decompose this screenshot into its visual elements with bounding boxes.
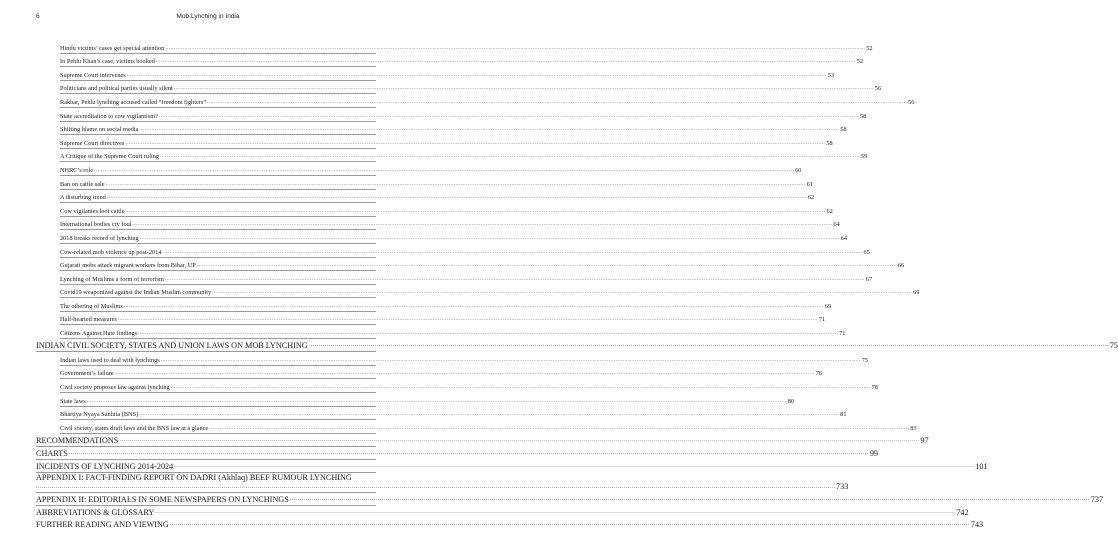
toc-entry-page: 75 — [1109, 341, 1118, 351]
dot-leader: ................................................................................................................................................................................................................................................................................................................................................................................................................ — [209, 425, 910, 431]
toc-entry-title: CHARTS — [36, 449, 68, 459]
toc-entry-page: 62 — [807, 194, 815, 202]
page-header — [0, 13, 416, 25]
toc-entry-page: 80 — [787, 397, 795, 405]
dot-leader: ................................................................................................................................................................................................................................................................................................................................................................................................................ — [160, 154, 860, 160]
toc-entry-title: Indian laws used to deal with lynchings — [60, 356, 160, 364]
dot-leader: ................................................................................................................................................................................................................................................................................................................................................................................................................ — [207, 99, 908, 105]
toc-entry[interactable] — [36, 434, 929, 447]
toc-entry-title: INCIDENTS OF LYNCHING 2014-2024 — [36, 462, 174, 472]
toc-entry-title: The othering of Muslims — [60, 302, 123, 310]
dot-leader: ................................................................................................................................................................................................................................................................................................................................................................................................................ — [139, 235, 840, 241]
toc-entry[interactable] — [36, 473, 849, 492]
toc-entry-page: 66 — [897, 262, 905, 270]
toc-entry-page: 83 — [910, 424, 917, 432]
toc-entry-page: 71 — [818, 316, 826, 324]
toc-entry-title: Civil society proposes law against lynching — [60, 384, 170, 392]
toc-entry-title: Cow-related mob violence up post-2014 — [60, 248, 162, 256]
toc-entry-page: 58 — [826, 139, 833, 147]
toc-entry[interactable] — [60, 352, 868, 366]
toc-entry-title: ABBREVIATIONS & GLOSSARY — [36, 507, 155, 517]
dot-leader: ................................................................................................................................................................................................................................................................................................................................................................................................................ — [174, 463, 975, 470]
dot-leader: ................................................................................................................................................................................................................................................................................................................................................................................................................ — [164, 276, 865, 282]
toc-entry-page: 97 — [920, 436, 929, 445]
toc-entry-title: A Critique of the Supreme Court ruling — [60, 153, 159, 161]
dot-leader: ................................................................................................................................................................................................................................................................................................................................................................................................................ — [117, 317, 818, 323]
toc-entry-title: Rakbar, Pehlu lynching accused called “freedom fighters” — [60, 98, 207, 106]
dot-leader: ................................................................................................................................................................................................................................................................................................................................................................................................................ — [123, 303, 824, 309]
toc-entry[interactable] — [36, 518, 984, 530]
dot-leader: ................................................................................................................................................................................................................................................................................................................................................................................................................ — [160, 357, 861, 363]
toc-entry[interactable] — [36, 339, 1118, 352]
dot-leader: ................................................................................................................................................................................................................................................................................................................................................................................................................ — [212, 290, 913, 296]
toc-entry-title: APPENDIX II: EDITORIALS IN SOME NEWSPAPERS ON LYNCHINGS — [36, 494, 289, 504]
toc-entry-title: State laws — [60, 397, 86, 405]
toc-entry[interactable] — [60, 325, 846, 339]
dot-leader: ................................................................................................................................................................................................................................................................................................................................................................................................................ — [138, 331, 839, 337]
dot-leader: ................................................................................................................................................................................................................................................................................................................................................................................................................ — [125, 140, 826, 146]
dot-leader: ................................................................................................................................................................................................................................................................................................................................................................................................................ — [155, 59, 856, 65]
dot-leader: ................................................................................................................................................................................................................................................................................................................................................................................................................ — [119, 437, 920, 443]
toc-entry[interactable] — [60, 81, 882, 95]
toc-entry[interactable] — [60, 298, 832, 312]
toc-entry[interactable] — [60, 420, 917, 434]
toc-entry-title: International bodies cry foul — [60, 221, 132, 229]
toc-entry-page: 64 — [840, 234, 847, 242]
toc-entry-page: 99 — [869, 449, 878, 459]
toc-entry[interactable] — [36, 506, 969, 518]
toc-entry[interactable] — [60, 40, 873, 54]
toc-entry-title: Lynching of Muslims a form of terrorism — [60, 275, 164, 283]
toc-entry-title: 2018 breaks record of lynching — [60, 234, 139, 242]
toc-entry-page: 53 — [827, 71, 835, 79]
toc-entry-page: 56 — [908, 98, 915, 106]
toc-entry-page: 69 — [913, 289, 920, 297]
toc-entry-title: Supreme Court directives — [60, 139, 125, 147]
toc-entry[interactable] — [36, 447, 878, 460]
toc-entry-page: 67 — [865, 275, 873, 283]
toc-entry-page: 52 — [866, 44, 873, 52]
dot-leader: ................................................................................................................................................................................................................................................................................................................................................................................................................ — [105, 181, 806, 187]
toc-entry-page: 75 — [861, 356, 868, 364]
dot-leader: ................................................................................................................................................................................................................................................................................................................................................................................................................ — [308, 342, 1109, 349]
toc-entry[interactable] — [60, 203, 833, 217]
toc-entry-page: 58 — [840, 126, 847, 134]
toc-entry-title: NHRC’s role — [60, 166, 94, 174]
toc-entry[interactable] — [60, 271, 873, 285]
toc-entry[interactable] — [60, 135, 833, 149]
toc-entry[interactable] — [36, 493, 1104, 506]
toc-entry-page: 58 — [859, 112, 867, 120]
toc-entry-title: FURTHER READING AND VIEWING — [36, 520, 169, 530]
toc-entry-title: A disturbing trend — [60, 194, 106, 202]
toc-entry[interactable] — [60, 94, 915, 108]
toc-entry-title: Cow vigilantes loot cattle — [60, 207, 125, 215]
toc-entry[interactable] — [60, 244, 870, 258]
dot-leader: ................................................................................................................................................................................................................................................................................................................................................................................................................ — [169, 521, 970, 528]
toc-entry[interactable] — [60, 366, 822, 380]
toc-entry-page: 101 — [975, 462, 988, 472]
toc-entry-page: 59 — [861, 153, 868, 161]
dot-leader: ................................................................................................................................................................................................................................................................................................................................................................................................................ — [86, 398, 787, 404]
toc-entry[interactable] — [60, 379, 878, 393]
toc-entry[interactable] — [60, 108, 867, 122]
toc-entry[interactable] — [60, 230, 847, 244]
toc-entry-title: RECOMMENDATIONS — [36, 436, 119, 445]
page-number: 6 — [36, 13, 40, 20]
toc-entry[interactable] — [60, 149, 868, 163]
toc-entry-page: 69 — [824, 302, 832, 310]
toc-entry[interactable] — [60, 54, 864, 68]
toc-entry[interactable] — [60, 285, 920, 299]
toc-entry[interactable] — [60, 407, 847, 421]
dot-leader: ................................................................................................................................................................................................................................................................................................................................................................................................................ — [68, 450, 869, 457]
dot-leader: ................................................................................................................................................................................................................................................................................................................................................................................................................ — [155, 508, 956, 515]
toc-entry[interactable] — [60, 162, 802, 176]
toc-entry-title: Citizens Against Hate findings — [60, 330, 138, 338]
toc-entry-page: 742 — [956, 507, 969, 517]
toc-entry-page: 737 — [1090, 494, 1104, 504]
dot-leader: ................................................................................................................................................................................................................................................................................................................................................................................................................ — [196, 263, 897, 269]
dot-leader: ................................................................................................................................................................................................................................................................................................................................................................................................................ — [173, 86, 874, 92]
toc-entry-title: Supreme Court intervenes — [60, 71, 126, 79]
dot-leader: ................................................................................................................................................................................................................................................................................................................................................................................................................ — [289, 495, 1090, 502]
dot-leader: ................................................................................................................................................................................................................................................................................................................................................................................................................ — [94, 167, 795, 173]
toc-entry-page: 56 — [874, 85, 882, 93]
toc-entry-page: 62 — [826, 207, 833, 215]
toc-entry-page: 78 — [871, 384, 878, 392]
toc-entry[interactable] — [60, 258, 905, 272]
dot-leader: ................................................................................................................................................................................................................................................................................................................................................................................................................ — [36, 483, 836, 490]
toc-entry-page: 71 — [839, 330, 846, 338]
dot-leader: ................................................................................................................................................................................................................................................................................................................................................................................................................ — [126, 72, 827, 78]
toc-entry-title: Shifting blame on social media — [60, 126, 139, 134]
toc-entry-title: APPENDIX I: FACT-FINDING REPORT ON DADRI (Akhlaq) BEEF RUMOUR LYNCHING — [36, 473, 352, 483]
dot-leader: ................................................................................................................................................................................................................................................................................................................................................................................................................ — [170, 385, 871, 391]
toc-entry-title: Hindu victims’ cases get special attention — [60, 44, 165, 52]
dot-leader: ................................................................................................................................................................................................................................................................................................................................................................................................................ — [162, 249, 863, 255]
table-of-contents — [36, 40, 1118, 530]
toc-entry-page: 743 — [970, 520, 984, 530]
dot-leader: ................................................................................................................................................................................................................................................................................................................................................................................................................ — [106, 195, 807, 201]
toc-entry-page: 64 — [833, 221, 840, 229]
toc-entry-title: Half-hearted measures — [60, 316, 117, 324]
dot-leader: ................................................................................................................................................................................................................................................................................................................................................................................................................ — [158, 113, 859, 119]
toc-entry-page: 81 — [840, 411, 847, 419]
toc-entry-title: Politicians and political parties usually silent — [60, 85, 173, 93]
toc-entry-title: State accreditation to cow vigilantism? — [60, 112, 158, 120]
dot-leader: ................................................................................................................................................................................................................................................................................................................................................................................................................ — [139, 127, 840, 133]
toc-entry[interactable] — [60, 312, 826, 326]
toc-entry-title: Civil society, states draft laws and the BNS law at a glance — [60, 424, 209, 432]
toc-entry[interactable] — [60, 393, 795, 407]
toc-entry-title: Gujarati mobs attack migrant workers from Bihar, UP — [60, 262, 196, 270]
dot-leader: ................................................................................................................................................................................................................................................................................................................................................................................................................ — [125, 208, 826, 214]
toc-entry[interactable] — [60, 217, 840, 231]
toc-entry[interactable] — [60, 176, 813, 190]
toc-entry-title: Covid19 weaponized against the Indian Muslim community — [60, 289, 212, 297]
dot-leader: ................................................................................................................................................................................................................................................................................................................................................................................................................ — [114, 371, 815, 377]
toc-entry-page: 52 — [856, 58, 864, 66]
toc-entry[interactable] — [60, 67, 835, 81]
toc-entry-page: 60 — [795, 166, 802, 174]
toc-entry-title: Bhartiya Nyaya Sanhita (BNS) — [60, 411, 139, 419]
toc-entry-page: 76 — [815, 370, 822, 378]
toc-entry-page: 61 — [806, 180, 813, 188]
toc-entry[interactable] — [60, 122, 847, 136]
toc-entry-title: Government’s failure — [60, 370, 114, 378]
dot-leader: ................................................................................................................................................................................................................................................................................................................................................................................................................ — [139, 412, 840, 418]
toc-entry[interactable] — [36, 460, 988, 473]
toc-entry-title: Ban on cattle sale — [60, 180, 105, 188]
toc-entry-title: In Pehlu Khan’s case, victims booked — [60, 58, 155, 66]
dot-leader: ................................................................................................................................................................................................................................................................................................................................................................................................................ — [132, 222, 833, 228]
running-title: Mob Lynching in India — [176, 13, 240, 20]
toc-entry-title: INDIAN CIVIL SOCIETY, STATES AND UNION LAWS ON MOB LYNCHING — [36, 341, 308, 351]
toc-entry-page: 733 — [836, 481, 849, 491]
toc-entry-page: 65 — [863, 248, 870, 256]
toc-entry[interactable] — [60, 190, 815, 204]
dot-leader: ................................................................................................................................................................................................................................................................................................................................................................................................................ — [165, 45, 866, 51]
